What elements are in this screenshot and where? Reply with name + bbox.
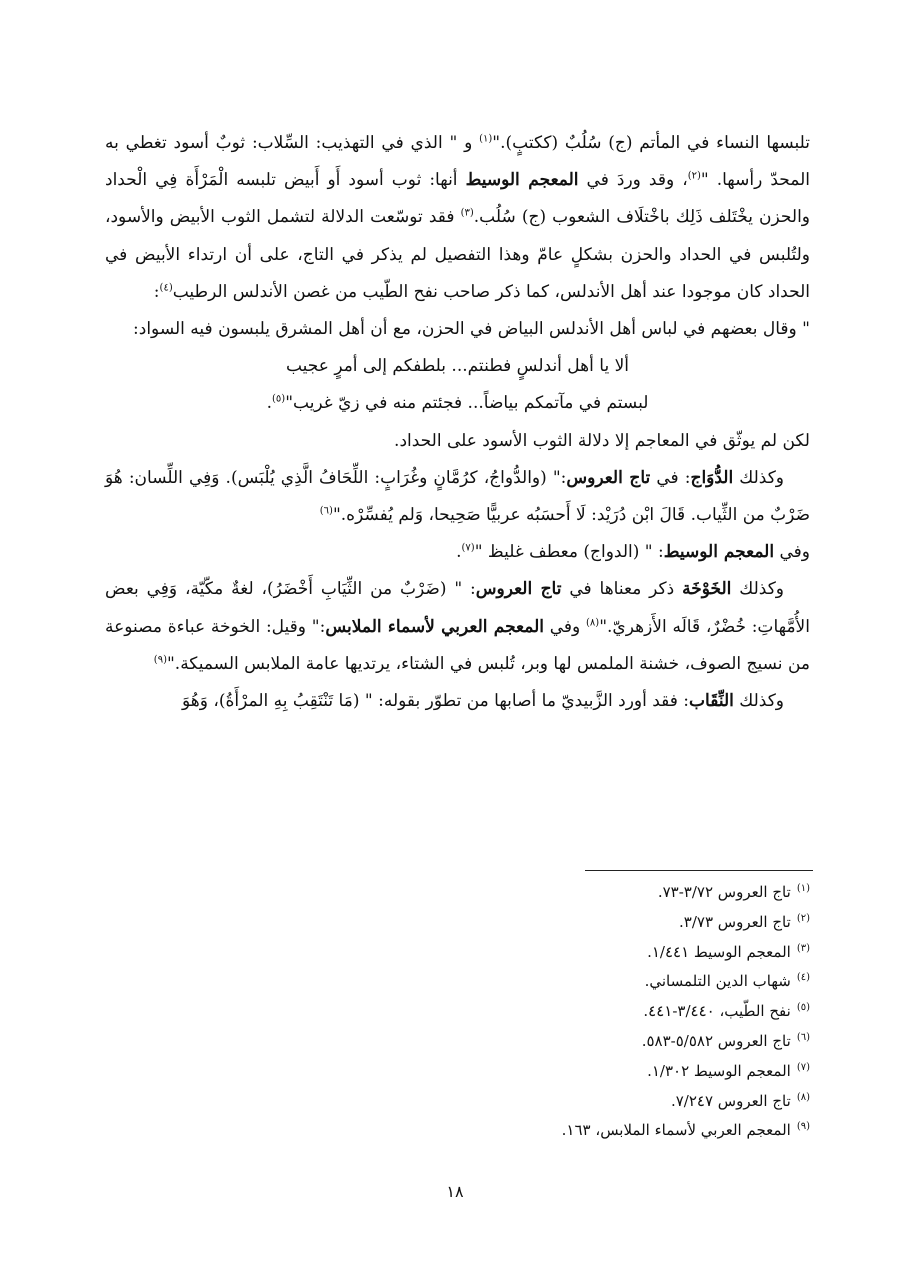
footnote-text: تاج العروس ٧/٢٤٧.: [670, 1091, 791, 1110]
footnote-number: (٦): [796, 1031, 810, 1043]
footnote: [500, 908, 810, 938]
text: :" (والدُّواجُ، كرُمَّانٍ وغُرَابٍ: اللِّحَافُ الَّذِي يُلْبَس). وَفِي اللِّسان: هُوَ ضَرْبٌ من الثِّياب. قَالَ ابْن دُرَيْد: لَا أَحسَبُه عربيًّا صَحِيحا، وَلم يُفسِّرْه.": [105, 467, 810, 526]
source-name: المعجم الوسيط: [465, 170, 579, 191]
text: .: [456, 542, 462, 563]
text: ، وقد وردَ في: [578, 170, 688, 191]
text: : " (الدواج) معطف غليظ ": [474, 542, 664, 563]
footnote-number: (٩): [796, 1121, 810, 1133]
text: وفي: [774, 542, 810, 563]
footnote-number: (٣): [796, 942, 810, 954]
page-body: [105, 125, 810, 720]
footnote-ref: (٧): [461, 542, 475, 554]
source-name: تاج العروس: [566, 467, 651, 488]
footnote-text: نفح الطّيب، ٣/٤٤٠-٤٤١.: [643, 1002, 791, 1021]
footnote-separator: [585, 870, 813, 871]
text: وكذلك: [733, 691, 784, 712]
paragraph-dawaj: [105, 460, 810, 534]
paragraph-silab: [105, 125, 810, 311]
source-name: المعجم العربي لأسماء الملابس: [325, 616, 544, 637]
footnote-text: المعجم الوسيط ١/٣٠٢.: [647, 1061, 791, 1080]
footnote-number: (٨): [796, 1091, 810, 1103]
text: :: [153, 281, 160, 302]
footnote-ref: (٤): [159, 282, 173, 294]
paragraph-wasit-dawaj: [105, 534, 810, 571]
text: أنها: ثوب أسود أَو أَبيض تلبسه الْمَرْأَة فِي الْحداد والحزن يخْتَلف ذَلِك باخْتلَاف الشعوب (ج) سُلُب.: [105, 170, 811, 228]
text: : فقد أورد الزَّبيديّ ما أصابها من تطوّر بقوله: " (مَا تَنْتَقِبُ بِهِ المرْأَةُ)، وَهُوَ: [182, 691, 690, 712]
footnote-ref: (١): [479, 133, 493, 145]
footnote-text: تاج العروس ٥/٥٨٢-٥٨٣.: [641, 1031, 791, 1050]
footnote-text: المعجم الوسيط ١/٤٤١.: [647, 942, 791, 961]
footnote-ref: (٩): [153, 654, 167, 666]
footnote-number: (٤): [796, 972, 810, 984]
footnote-number: (٢): [796, 912, 810, 924]
text: وكذلك: [731, 579, 785, 600]
text: و " الذي في التهذيب: السِّلاب: ثوبٌ أسود تغطي به المحدّ رأسها. ": [105, 133, 810, 191]
footnote: [500, 997, 810, 1027]
term: الخَوْخَة: [682, 579, 732, 600]
verse-line-2: [105, 385, 810, 422]
footnote-ref: (٢): [687, 170, 701, 182]
text: لبستم في مآتمكم بياضاً... فجئتم منه في زيّ غريب": [285, 393, 649, 414]
text: : " (ضَرْبٌ من الثِّيَابِ أَخْضَرُ)، لغةٌ مكّيّة، وَفِي بعض الأُمَّهاتِ: خُضْرٌ، قَالَه الأَزهريّ.": [105, 579, 810, 637]
footnotes: [500, 878, 810, 1146]
text: وفي: [543, 616, 587, 637]
page-number: ١٨: [446, 1182, 464, 1201]
quote-intro: " وقال بعضهم في لباس أهل الأندلس البياض في الحزن، مع أن أهل المشرق يلبسون فيه السواد:: [133, 319, 810, 340]
footnote: [500, 878, 810, 908]
footnote-ref: (٥): [272, 393, 286, 405]
footnote-number: (١): [796, 883, 810, 894]
footnote-text: المعجم العربي لأسماء الملابس، ١٦٣.: [561, 1121, 791, 1140]
conclusion-line: لكن لم يوثّق في المعاجم إلا دلالة الثوب الأسود على الحداد.: [394, 430, 810, 451]
footnote: [500, 938, 810, 968]
footnote-text: تاج العروس ٣/٧٣.: [679, 912, 791, 931]
footnote: [500, 1027, 810, 1057]
footnote-text: تاج العروس ٣/٧٢-٧٣.: [657, 883, 791, 901]
verse-line-1: ألا يا أهل أندلسٍ فطنتم... بلطفكم إلى أمرٍ عجيب: [285, 356, 630, 377]
text: .: [266, 393, 272, 414]
footnote-ref: (٨): [586, 616, 600, 628]
footnote: [500, 1116, 810, 1146]
footnote: [500, 1057, 810, 1087]
paragraph-khawkha: [105, 571, 810, 683]
footnote: [500, 1087, 810, 1117]
footnote: [500, 967, 810, 997]
footnote-number: (٧): [796, 1061, 810, 1073]
footnote-ref: (٦): [319, 505, 333, 517]
text: فقد توسّعت الدلالة لتشمل الثوب الأبيض والأسود، ولتُلبس في الحداد والحزن بشكلٍ عامّ وهذا التفصيل لم يذكر في التاج، على أن ارتداء الأبيض في الحداد كان موجودا عند أهل الأندلس، كما ذكر صاحب نفح الطّيب من غصن الأندلس الرطيب: [105, 207, 810, 302]
footnote-number: (٥): [796, 1002, 810, 1014]
source-name: المعجم الوسيط: [663, 542, 775, 563]
paragraph-niqab: [105, 683, 810, 720]
text: وكذلك: [733, 467, 785, 488]
footnote-ref: (٣): [460, 207, 474, 219]
term: الدُّوَاج: [690, 467, 734, 488]
term: النِّقَاب: [689, 691, 734, 712]
text: : في: [650, 467, 691, 488]
footnote-text: شهاب الدين التلمساني.: [644, 972, 791, 991]
text: ذكر معناها في: [561, 579, 683, 600]
source-name: تاج العروس: [475, 579, 562, 600]
text: :" وقيل: الخوخة عباءة مصنوعة من نسيج الصوف، خشنة الملمس لها وبر، تُلبس في الشتاء، يرتديها عامة الملابس السميكة.": [105, 616, 810, 674]
text: تلبسها النساء في المأتم (ج) سُلُبٌ (ككتبٍ).": [492, 133, 810, 153]
